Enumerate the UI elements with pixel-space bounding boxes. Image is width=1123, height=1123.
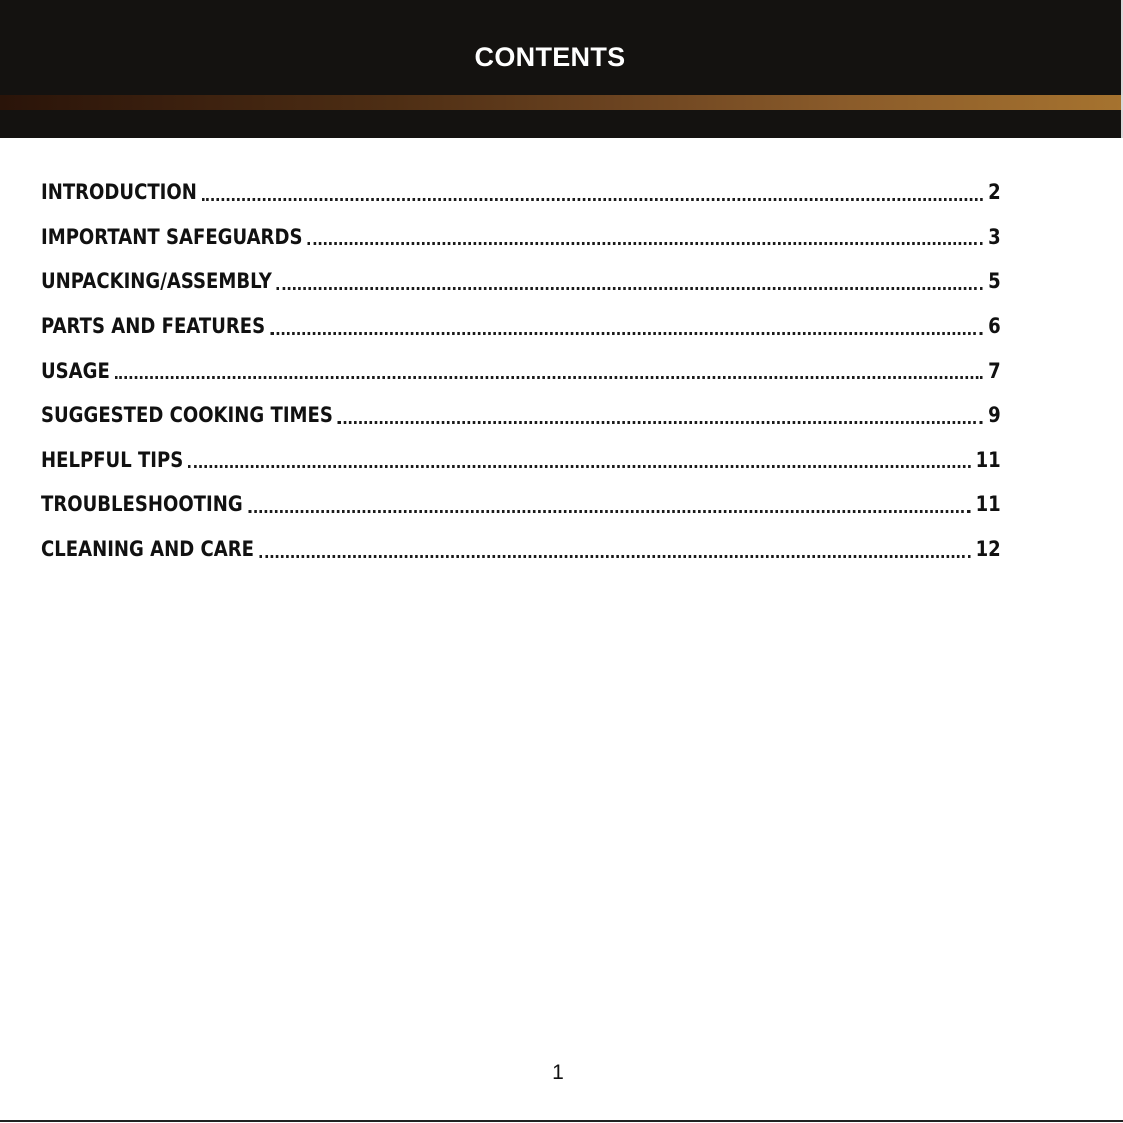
toc-entry-page: 2 <box>988 180 1001 205</box>
bottom-rule <box>0 1120 1123 1122</box>
dot-leader <box>202 198 983 201</box>
toc-entry-troubleshooting <box>41 482 1001 527</box>
toc-entry-parts-and-features <box>41 304 1001 349</box>
toc-entry-usage <box>41 348 1001 393</box>
toc-entry-unpacking-assembly <box>41 259 1001 304</box>
toc-entry-label: CLEANING AND CARE <box>41 537 254 562</box>
dot-leader <box>248 510 971 513</box>
header-gradient-stripe <box>0 95 1123 110</box>
page-number: 1 <box>552 1061 564 1084</box>
toc-entry-label: IMPORTANT SAFEGUARDS <box>41 224 303 249</box>
toc-entry-label: PARTS AND FEATURES <box>41 314 266 339</box>
toc-entry-page: 9 <box>988 403 1001 428</box>
table-of-contents <box>41 170 1001 571</box>
toc-entry-label: USAGE <box>41 358 110 383</box>
dot-leader <box>277 287 983 290</box>
contents-header <box>0 0 1123 138</box>
toc-entry-page: 6 <box>988 314 1001 339</box>
toc-entry-page: 3 <box>988 224 1001 249</box>
toc-entry-page: 11 <box>975 447 1001 472</box>
dot-leader <box>188 465 970 468</box>
page-title: CONTENTS <box>474 42 626 72</box>
toc-entry-label: HELPFUL TIPS <box>41 447 184 472</box>
toc-entry-page: 11 <box>975 492 1001 517</box>
toc-entry-label: INTRODUCTION <box>41 180 197 205</box>
dot-leader <box>308 242 983 245</box>
toc-entry-suggested-cooking-times <box>41 393 1001 438</box>
toc-entry-label: TROUBLESHOOTING <box>41 492 243 517</box>
toc-entry-page: 7 <box>988 358 1001 383</box>
toc-entry-helpful-tips <box>41 438 1001 483</box>
toc-entry-label: SUGGESTED COOKING TIMES <box>41 403 333 428</box>
toc-entry-label: UNPACKING/ASSEMBLY <box>41 269 272 294</box>
toc-entry-cleaning-and-care <box>41 527 1001 572</box>
dot-leader <box>115 376 983 379</box>
toc-entry-page: 5 <box>988 269 1001 294</box>
toc-entry-introduction <box>41 170 1001 215</box>
toc-entry-page: 12 <box>975 537 1001 562</box>
dot-leader <box>259 555 970 558</box>
toc-entry-important-safeguards <box>41 215 1001 260</box>
dot-leader <box>338 421 983 424</box>
dot-leader <box>270 332 983 335</box>
